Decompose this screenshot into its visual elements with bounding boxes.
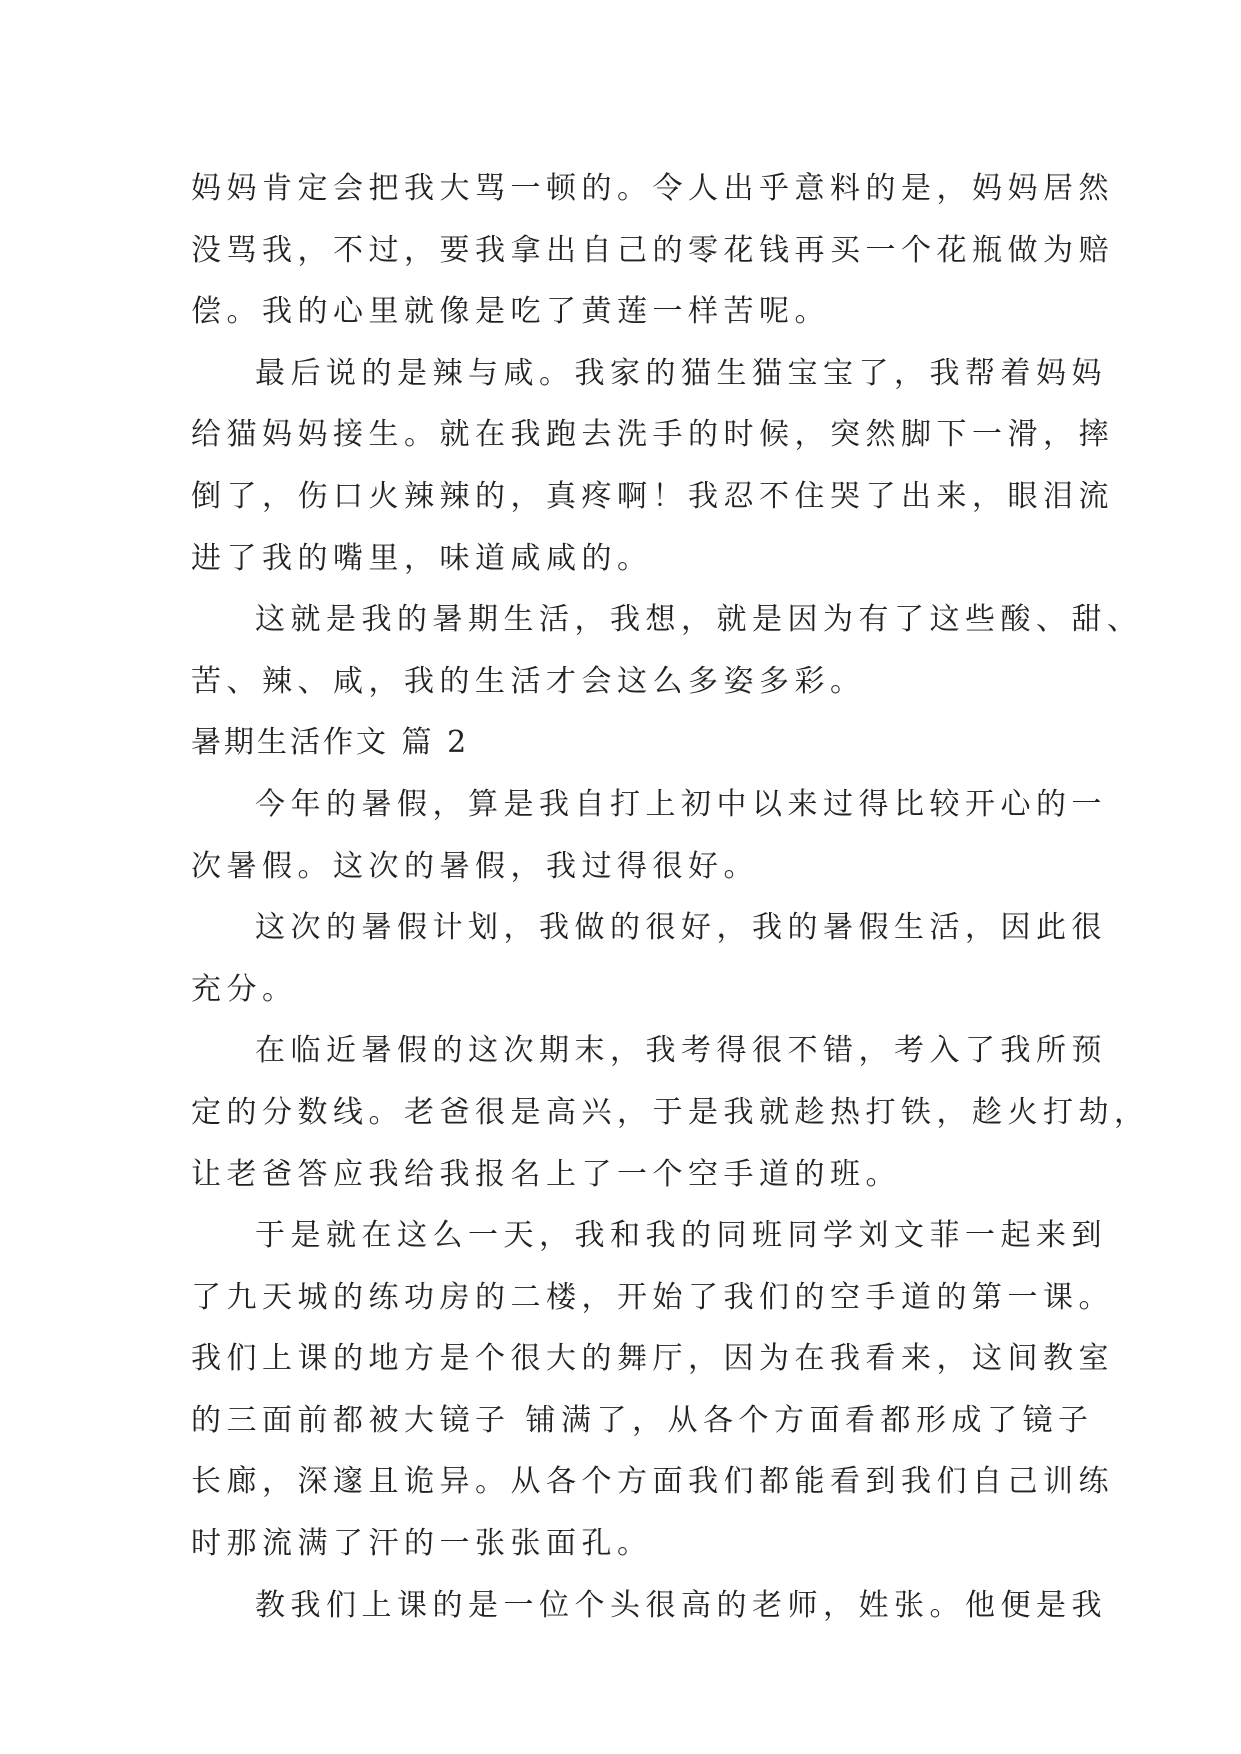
text-line: 苦、辣、咸，我的生活才会这么多姿多彩。 [191, 663, 866, 699]
text-line: 长廊，深邃且诡异。从各个方面我们都能看到我们自己训练 [191, 1464, 1114, 1500]
section-heading: 暑期生活作文 篇 2 [191, 725, 470, 761]
text-line: 进了我的嘴里，味道咸咸的。 [191, 540, 653, 576]
paragraph-start-line: 这就是我的暑期生活，我想，就是因为有了这些酸、甜、 [255, 602, 1143, 638]
text-line: 偿。我的心里就像是吃了黄莲一样苦呢。 [191, 294, 830, 330]
text-line: 妈妈肯定会把我大骂一顿的。令人出乎意料的是，妈妈居然 [191, 171, 1114, 206]
paragraph-start-line: 教我们上课的是一位个头很高的老师，姓张。他便是我 [255, 1587, 1107, 1623]
essay-text [191, 158, 1150, 1636]
paragraph-start-line: 这次的暑假计划，我做的很好，我的暑假生活，因此很 [255, 910, 1107, 946]
text-line: 充分。 [191, 971, 298, 1007]
text-line: 没骂我，不过，要我拿出自己的零花钱再买一个花瓶做为赔 [191, 232, 1114, 268]
text-line: 定的分数线。老爸很是高兴，于是我就趁热打铁，趁火打劫， [191, 1094, 1150, 1130]
paragraph-start-line: 今年的暑假，算是我自打上初中以来过得比较开心的一 [255, 786, 1107, 822]
text-line: 时那流满了汗的一张张面孔。 [191, 1526, 653, 1562]
text-line: 了九天城的练功房的二楼，开始了我们的空手道的第一课。 [191, 1279, 1114, 1315]
text-line: 让老爸答应我给我报名上了一个空手道的班。 [191, 1156, 901, 1192]
text-line: 次暑假。这次的暑假，我过得很好。 [191, 848, 759, 884]
text-line: 倒了，伤口火辣辣的，真疼啊！我忍不住哭了出来，眼泪流 [191, 478, 1114, 514]
paragraph-start-line: 于是就在这么一天，我和我的同班同学刘文菲一起来到 [255, 1218, 1107, 1254]
text-line: 的三面前都被大镜子 铺满了，从各个方面看都形成了镜子 [191, 1402, 1094, 1438]
paragraph-start-line: 在临近暑假的这次期末，我考得很不错，考入了我所预 [255, 1033, 1107, 1069]
text-line: 给猫妈妈接生。就在我跑去洗手的时候，突然脚下一滑，摔 [191, 417, 1114, 453]
paragraph-start-line: 最后说的是辣与咸。我家的猫生猫宝宝了，我帮着妈妈 [255, 355, 1107, 391]
text-line: 我们上课的地方是个很大的舞厅，因为在我看来，这间教室 [191, 1341, 1114, 1377]
